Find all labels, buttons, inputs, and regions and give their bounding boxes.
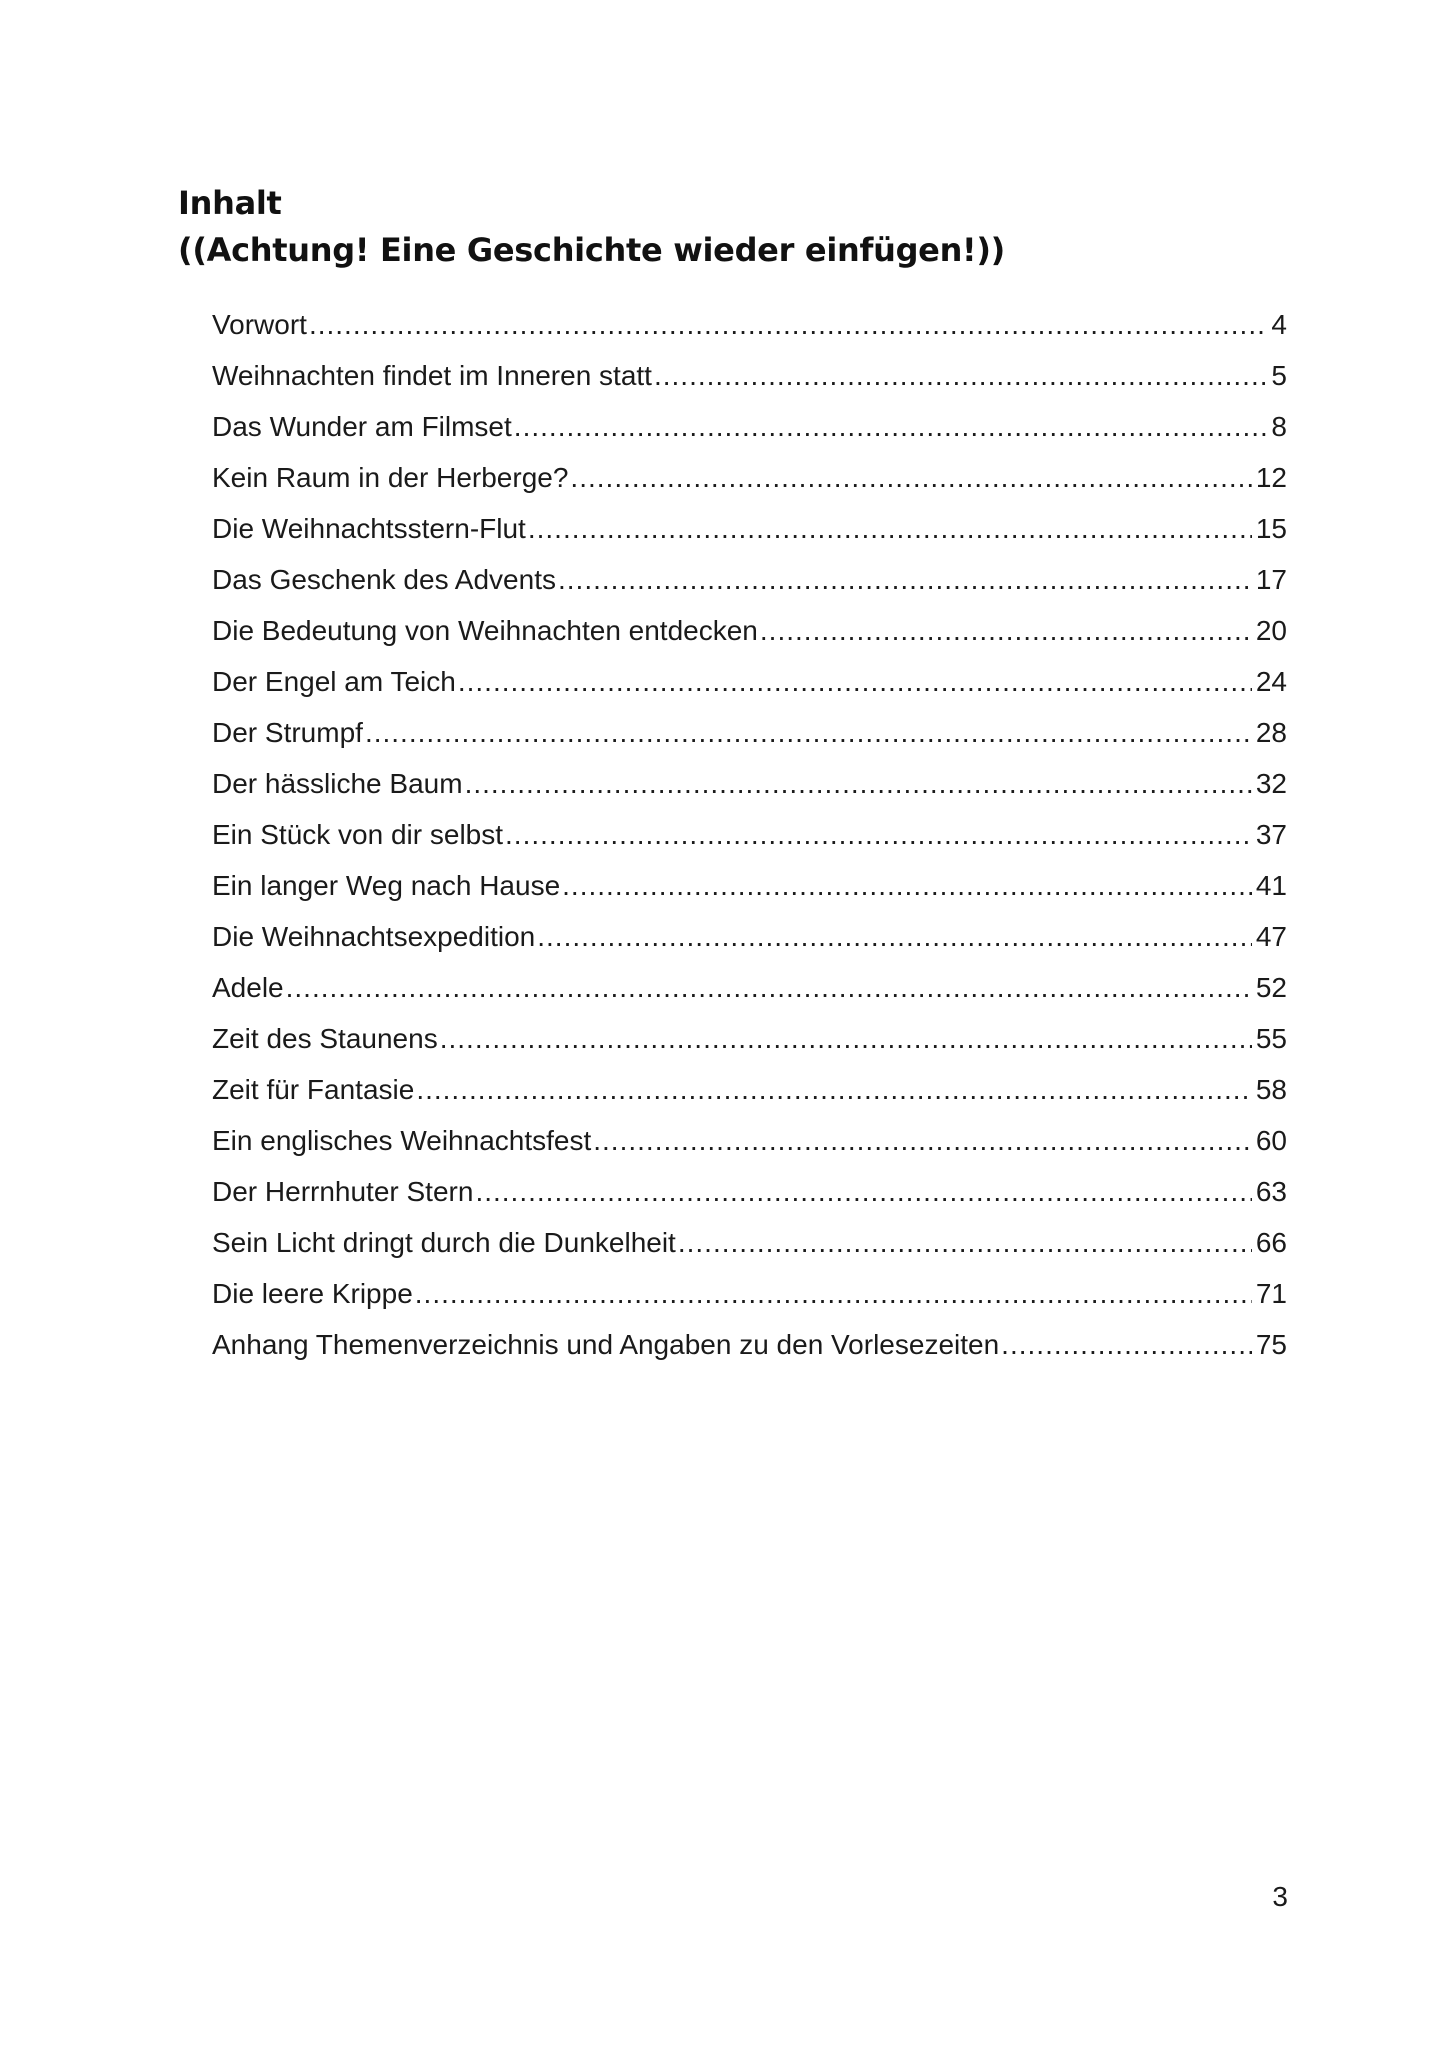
dot-leader (562, 867, 1252, 905)
toc-entry[interactable] (212, 1173, 1287, 1224)
toc-entry[interactable] (212, 1071, 1287, 1122)
dot-leader (528, 510, 1252, 548)
toc-entry-title: Zeit des Staunens (212, 1023, 438, 1054)
toc-entry-title: Zeit für Fantasie (212, 1074, 415, 1105)
toc-entry-page: 63 (1255, 1176, 1287, 1207)
dot-leader (465, 765, 1252, 803)
toc-entry-page: 24 (1255, 666, 1287, 697)
toc-entry-title: Weihnachten findet im Inneren statt (212, 360, 652, 391)
dot-leader (505, 816, 1252, 854)
dot-leader (365, 714, 1252, 752)
dot-leader (514, 408, 1268, 446)
toc-entry-title: Ein englisches Weihnachtsfest (212, 1125, 592, 1156)
toc-heading (178, 180, 1005, 274)
dot-leader (593, 1122, 1252, 1160)
toc-entry[interactable] (212, 408, 1287, 459)
dot-leader (678, 1224, 1252, 1262)
heading-title: Inhalt (178, 184, 282, 222)
dot-leader (1001, 1326, 1252, 1364)
toc-entry-page: 4 (1271, 309, 1287, 340)
toc-entry-title: Adele (212, 972, 284, 1003)
toc-entry-title: Der Engel am Teich (212, 666, 456, 697)
dot-leader (570, 459, 1251, 497)
toc-entry-title: Ein Stück von dir selbst (212, 819, 504, 850)
toc-entry-page: 47 (1255, 921, 1287, 952)
toc-entry[interactable] (212, 765, 1287, 816)
toc-entry-page: 8 (1271, 411, 1287, 442)
toc-entry-page: 17 (1255, 564, 1287, 595)
dot-leader (286, 969, 1252, 1007)
toc-entry[interactable] (212, 867, 1287, 918)
toc-entry-page: 75 (1255, 1329, 1287, 1360)
heading-note: ((Achtung! Eine Geschichte wieder einfügen!)) (178, 231, 1006, 269)
dot-leader (415, 1275, 1252, 1313)
dot-leader (760, 612, 1252, 650)
toc-entry-title: Vorwort (212, 309, 307, 340)
toc-entry-title: Anhang Themenverzeichnis und Angaben zu den Vorlesezeiten (212, 1329, 1000, 1360)
dot-leader (416, 1071, 1252, 1109)
toc-entry-title: Ein langer Weg nach Hause (212, 870, 561, 901)
toc-entry-title: Kein Raum in der Herberge? (212, 462, 569, 493)
toc-entry-page: 41 (1255, 870, 1287, 901)
toc-entry-title: Das Geschenk des Advents (212, 564, 556, 595)
toc-entry[interactable] (212, 306, 1287, 357)
toc-entry[interactable] (212, 357, 1287, 408)
toc-entry-page: 5 (1271, 360, 1287, 391)
dot-leader (440, 1020, 1252, 1058)
toc-entry[interactable] (212, 459, 1287, 510)
toc-entry[interactable] (212, 561, 1287, 612)
toc-entry[interactable] (212, 1224, 1287, 1275)
toc-entry-page: 55 (1255, 1023, 1287, 1054)
table-of-contents (212, 306, 1287, 1377)
toc-entry[interactable] (212, 663, 1287, 714)
toc-entry-page: 60 (1255, 1125, 1287, 1156)
toc-entry-page: 66 (1255, 1227, 1287, 1258)
page-number: 3 (1272, 1881, 1288, 1912)
toc-entry-title: Die Weihnachtsstern-Flut (212, 513, 526, 544)
dot-leader (537, 918, 1252, 956)
toc-entry[interactable] (212, 612, 1287, 663)
toc-entry-page: 32 (1255, 768, 1287, 799)
toc-entry-title: Die Bedeutung von Weihnachten entdecken (212, 615, 758, 646)
toc-entry-title: Das Wunder am Filmset (212, 411, 512, 442)
toc-entry[interactable] (212, 1275, 1287, 1326)
toc-entry-title: Der hässliche Baum (212, 768, 463, 799)
toc-entry-page: 12 (1255, 462, 1287, 493)
toc-entry[interactable] (212, 1020, 1287, 1071)
toc-entry-page: 28 (1255, 717, 1287, 748)
toc-entry[interactable] (212, 969, 1287, 1020)
toc-entry[interactable] (212, 510, 1287, 561)
toc-entry-title: Der Herrnhuter Stern (212, 1176, 474, 1207)
toc-entry-title: Sein Licht dringt durch die Dunkelheit (212, 1227, 676, 1258)
toc-entry-title: Der Strumpf (212, 717, 363, 748)
dot-leader (654, 357, 1267, 395)
toc-entry[interactable] (212, 918, 1287, 969)
toc-entry[interactable] (212, 714, 1287, 765)
toc-entry[interactable] (212, 816, 1287, 867)
dot-leader (558, 561, 1252, 599)
toc-entry-page: 15 (1255, 513, 1287, 544)
toc-entry-page: 58 (1255, 1074, 1287, 1105)
toc-entry[interactable] (212, 1122, 1287, 1173)
dot-leader (475, 1173, 1251, 1211)
toc-entry-page: 37 (1255, 819, 1287, 850)
toc-entry-page: 71 (1255, 1278, 1287, 1309)
dot-leader (309, 306, 1267, 344)
toc-entry-title: Die Weihnachtsexpedition (212, 921, 536, 952)
dot-leader (458, 663, 1252, 701)
toc-entry-page: 20 (1255, 615, 1287, 646)
toc-entry-page: 52 (1255, 972, 1287, 1003)
toc-entry[interactable] (212, 1326, 1287, 1377)
toc-entry-title: Die leere Krippe (212, 1278, 413, 1309)
